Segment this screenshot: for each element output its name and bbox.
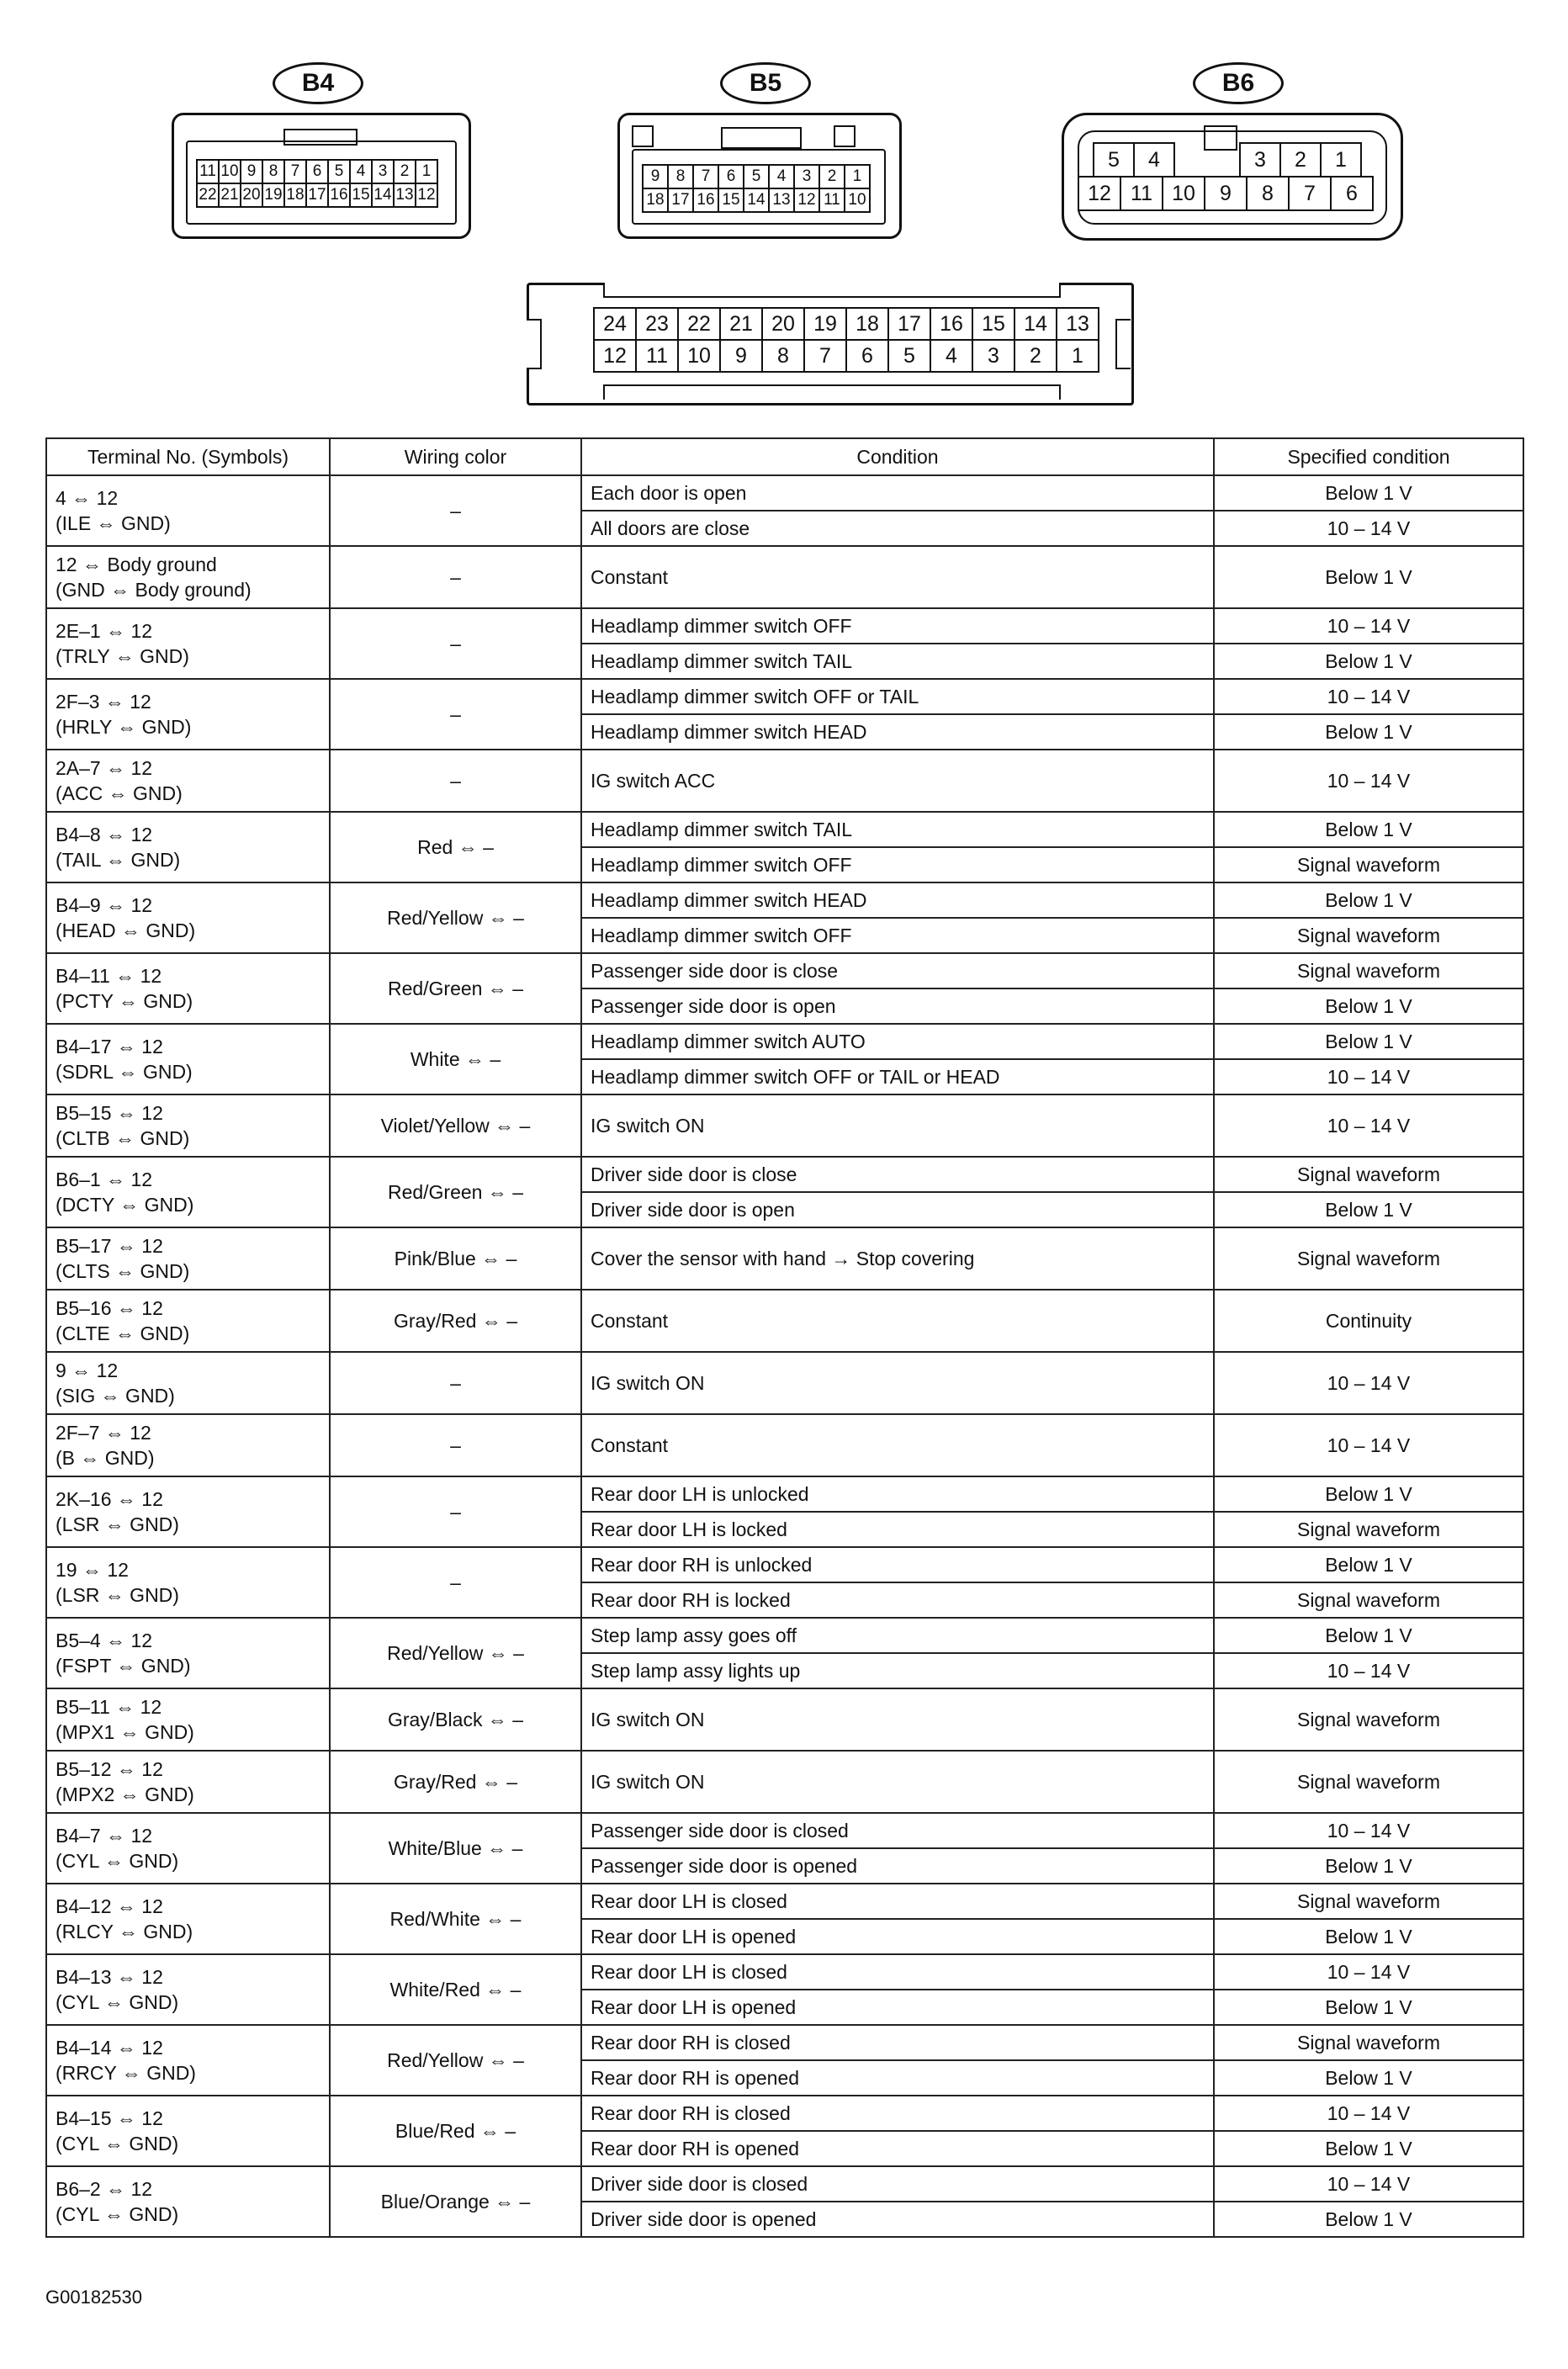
connector-pin: 11 <box>198 161 220 184</box>
connector-pin: 15 <box>973 309 1015 341</box>
condition-cell: Driver side door is opened <box>581 2202 1214 2237</box>
connector-pin: 4 <box>770 166 795 189</box>
terminal-cell: 2F–7 ⇔ 12 (B ⇔ GND) <box>46 1414 330 1476</box>
table-header-row <box>46 438 1523 475</box>
condition-cell: Each door is open <box>581 475 1214 511</box>
specified-condition-cell: 10 – 14 V <box>1214 1414 1523 1476</box>
terminal-cell: B4–15 ⇔ 12 (CYL ⇔ GND) <box>46 2096 330 2166</box>
condition-cell: Step lamp assy goes off <box>581 1618 1214 1653</box>
terminal-cell: 12 ⇔ Body ground (GND ⇔ Body ground) <box>46 546 330 608</box>
specified-condition-cell: 10 – 14 V <box>1214 1352 1523 1414</box>
connector-pin: 11 <box>637 341 679 373</box>
specified-condition-cell: Continuity <box>1214 1290 1523 1352</box>
connector-pin: 13 <box>1057 309 1099 341</box>
connector-b5-key <box>834 125 856 147</box>
specified-condition-cell: 10 – 14 V <box>1214 750 1523 812</box>
specified-condition-cell: Below 1 V <box>1214 546 1523 608</box>
header-terminal: Terminal No. (Symbols) <box>46 438 330 475</box>
terminal-cell: 4 ⇔ 12 (ILE ⇔ GND) <box>46 475 330 546</box>
specified-condition-cell: Below 1 V <box>1214 644 1523 679</box>
specified-condition-cell: 10 – 14 V <box>1214 1813 1523 1848</box>
condition-cell: All doors are close <box>581 511 1214 546</box>
connector-b6-pins-top-right <box>1239 142 1362 178</box>
connector-b6-pins-bottom <box>1078 176 1374 211</box>
connector-pin: 1 <box>1322 144 1362 178</box>
header-wiring-color: Wiring color <box>330 438 581 475</box>
connector-pin: 20 <box>763 309 805 341</box>
condition-cell: Constant <box>581 1414 1214 1476</box>
connector-pin: 1 <box>1057 341 1099 373</box>
connector-pin: 18 <box>644 189 669 213</box>
specified-condition-cell: Below 1 V <box>1214 988 1523 1024</box>
connector-b5-label: B5 <box>720 62 811 104</box>
specified-condition-cell: 10 – 14 V <box>1214 679 1523 714</box>
connector-pin: 8 <box>1248 178 1290 211</box>
terminal-cell: 2E–1 ⇔ 12 (TRLY ⇔ GND) <box>46 608 330 679</box>
specified-condition-cell: Signal waveform <box>1214 2025 1523 2060</box>
connector-pin: 2 <box>395 161 416 184</box>
wiring-color-cell: – <box>330 1547 581 1618</box>
wiring-color-cell: Violet/Yellow ⇔ – <box>330 1094 581 1157</box>
connector-pin: 6 <box>719 166 744 189</box>
condition-cell: IG switch ACC <box>581 750 1214 812</box>
header-specified-condition: Specified condition <box>1214 438 1523 475</box>
connector-b5 <box>617 113 902 239</box>
connector-pin: 3 <box>1241 144 1281 178</box>
table-row <box>46 546 1523 608</box>
specified-condition-cell: 10 – 14 V <box>1214 511 1523 546</box>
table-row <box>46 1751 1523 1813</box>
specified-condition-cell: Below 1 V <box>1214 1024 1523 1059</box>
condition-cell: Rear door RH is closed <box>581 2025 1214 2060</box>
connector-pin: 4 <box>351 161 373 184</box>
specified-condition-cell: Below 1 V <box>1214 1618 1523 1653</box>
connector-pin: 24 <box>595 309 637 341</box>
connector-pin: 6 <box>847 341 889 373</box>
specified-condition-cell: Below 1 V <box>1214 475 1523 511</box>
connector-pin: 14 <box>744 189 770 213</box>
specified-condition-cell: 10 – 14 V <box>1214 1094 1523 1157</box>
wiring-color-cell: Red/Yellow ⇔ – <box>330 2025 581 2096</box>
connector-pin: 22 <box>679 309 721 341</box>
connector-pin: 18 <box>847 309 889 341</box>
wiring-color-cell: Red/Yellow ⇔ – <box>330 882 581 953</box>
connector-b5-latch <box>721 127 802 149</box>
connector-pin: 10 <box>220 161 241 184</box>
condition-cell: Headlamp dimmer switch TAIL <box>581 812 1214 847</box>
connector-pin: 21 <box>220 184 241 208</box>
table-row <box>46 1352 1523 1414</box>
table-row <box>46 1290 1523 1352</box>
specified-condition-cell: Signal waveform <box>1214 953 1523 988</box>
table-row <box>46 1414 1523 1476</box>
connector-pin: 3 <box>373 161 395 184</box>
connector-pin: 2 <box>1015 341 1057 373</box>
condition-cell: Passenger side door is opened <box>581 1848 1214 1884</box>
wiring-color-cell: Blue/Red ⇔ – <box>330 2096 581 2166</box>
connector-pin: 4 <box>1135 144 1175 178</box>
table-row <box>46 953 1523 988</box>
condition-cell: IG switch ON <box>581 1688 1214 1751</box>
wiring-color-cell: – <box>330 608 581 679</box>
specified-condition-cell: Below 1 V <box>1214 812 1523 847</box>
connector-pin: 3 <box>795 166 820 189</box>
condition-cell: Passenger side door is open <box>581 988 1214 1024</box>
connector-pin: 10 <box>1163 178 1205 211</box>
wiring-color-cell: Red/Yellow ⇔ – <box>330 1618 581 1688</box>
connector-pin: 10 <box>845 189 871 213</box>
wiring-color-cell: – <box>330 1414 581 1476</box>
wiring-color-cell: Blue/Orange ⇔ – <box>330 2166 581 2237</box>
condition-cell: Rear door RH is unlocked <box>581 1547 1214 1582</box>
connector-pin: 12 <box>1079 178 1121 211</box>
table-row <box>46 1476 1523 1512</box>
connector-pin: 15 <box>351 184 373 208</box>
condition-cell: Rear door LH is opened <box>581 1990 1214 2025</box>
connector-pin: 22 <box>198 184 220 208</box>
wiring-color-cell: – <box>330 679 581 750</box>
wiring-color-cell: Red/Green ⇔ – <box>330 953 581 1024</box>
connector-pin: 6 <box>1332 178 1374 211</box>
wiring-color-cell: – <box>330 546 581 608</box>
specified-condition-cell: Signal waveform <box>1214 847 1523 882</box>
table-row <box>46 1618 1523 1653</box>
condition-cell: Rear door RH is closed <box>581 2096 1214 2131</box>
connector-pin: 11 <box>820 189 845 213</box>
connector-pin: 17 <box>889 309 931 341</box>
connector-pin: 8 <box>669 166 694 189</box>
condition-cell: Rear door LH is opened <box>581 1919 1214 1954</box>
connector-pin: 3 <box>973 341 1015 373</box>
condition-cell: Passenger side door is closed <box>581 1813 1214 1848</box>
table-row <box>46 1094 1523 1157</box>
terminal-cell: B5–12 ⇔ 12 (MPX2 ⇔ GND) <box>46 1751 330 1813</box>
terminal-cell: B4–13 ⇔ 12 (CYL ⇔ GND) <box>46 1954 330 2025</box>
specified-condition-cell: Below 1 V <box>1214 1919 1523 1954</box>
table-row <box>46 1688 1523 1751</box>
condition-cell: Headlamp dimmer switch OFF <box>581 918 1214 953</box>
condition-cell: Headlamp dimmer switch HEAD <box>581 714 1214 750</box>
junction-connector-ear-left <box>527 319 542 369</box>
terminal-cell: B6–1 ⇔ 12 (DCTY ⇔ GND) <box>46 1157 330 1227</box>
connector-pin: 7 <box>694 166 719 189</box>
terminal-spec-table <box>45 437 1524 2238</box>
specified-condition-cell: 10 – 14 V <box>1214 608 1523 644</box>
specified-condition-cell: Below 1 V <box>1214 714 1523 750</box>
connector-pin: 5 <box>889 341 931 373</box>
condition-cell: Headlamp dimmer switch AUTO <box>581 1024 1214 1059</box>
specified-condition-cell: Below 1 V <box>1214 1476 1523 1512</box>
condition-cell: Cover the sensor with hand → Stop covering <box>581 1227 1214 1290</box>
specified-condition-cell: 10 – 14 V <box>1214 1954 1523 1990</box>
condition-cell: Headlamp dimmer switch OFF <box>581 847 1214 882</box>
connector-pin: 7 <box>285 161 307 184</box>
specified-condition-cell: Below 1 V <box>1214 882 1523 918</box>
specified-condition-cell: Below 1 V <box>1214 1547 1523 1582</box>
wiring-color-cell: Red ⇔ – <box>330 812 581 882</box>
condition-cell: Constant <box>581 546 1214 608</box>
connector-pin: 8 <box>763 341 805 373</box>
condition-cell: Step lamp assy lights up <box>581 1653 1214 1688</box>
table-row <box>46 812 1523 847</box>
junction-connector <box>527 283 1134 405</box>
terminal-cell: B5–16 ⇔ 12 (CLTE ⇔ GND) <box>46 1290 330 1352</box>
connector-b4 <box>172 113 471 239</box>
table-row <box>46 1813 1523 1848</box>
table-row <box>46 679 1523 714</box>
condition-cell: Rear door RH is locked <box>581 1582 1214 1618</box>
connector-pin: 23 <box>637 309 679 341</box>
terminal-cell: B5–4 ⇔ 12 (FSPT ⇔ GND) <box>46 1618 330 1688</box>
table-row <box>46 608 1523 644</box>
wiring-color-cell: Gray/Red ⇔ – <box>330 1751 581 1813</box>
wiring-color-cell: Red/White ⇔ – <box>330 1884 581 1954</box>
connector-b4-label: B4 <box>273 62 363 104</box>
connector-pin: 5 <box>1094 144 1135 178</box>
connector-pin: 19 <box>263 184 285 208</box>
table-row <box>46 750 1523 812</box>
table-row <box>46 1954 1523 1990</box>
table-row <box>46 475 1523 511</box>
connector-pin: 9 <box>241 161 263 184</box>
table-row <box>46 1227 1523 1290</box>
condition-cell: Headlamp dimmer switch OFF or TAIL or HEAD <box>581 1059 1214 1094</box>
condition-cell: Rear door LH is closed <box>581 1884 1214 1919</box>
connector-pin: 13 <box>395 184 416 208</box>
table-row <box>46 1024 1523 1059</box>
connector-pin: 19 <box>805 309 847 341</box>
connector-pin: 11 <box>1121 178 1163 211</box>
specified-condition-cell: Signal waveform <box>1214 1157 1523 1192</box>
specified-condition-cell: Signal waveform <box>1214 1227 1523 1290</box>
connector-pin: 9 <box>644 166 669 189</box>
connector-pin: 2 <box>820 166 845 189</box>
condition-cell: Headlamp dimmer switch OFF or TAIL <box>581 679 1214 714</box>
table-row <box>46 882 1523 918</box>
connector-pin: 13 <box>770 189 795 213</box>
wiring-color-cell: – <box>330 475 581 546</box>
junction-connector-latch-bottom <box>603 384 1061 400</box>
connector-pin: 10 <box>679 341 721 373</box>
wiring-color-cell: Pink/Blue ⇔ – <box>330 1227 581 1290</box>
connector-pin: 16 <box>329 184 351 208</box>
connector-pin: 1 <box>845 166 871 189</box>
connector-b4-pins <box>196 159 438 208</box>
terminal-cell: B4–9 ⇔ 12 (HEAD ⇔ GND) <box>46 882 330 953</box>
connector-pin: 1 <box>416 161 438 184</box>
condition-cell: Rear door LH is unlocked <box>581 1476 1214 1512</box>
connector-pin: 12 <box>795 189 820 213</box>
connector-pin: 17 <box>669 189 694 213</box>
condition-cell: Constant <box>581 1290 1214 1352</box>
connector-pin: 14 <box>1015 309 1057 341</box>
specified-condition-cell: Below 1 V <box>1214 2060 1523 2096</box>
table-row <box>46 1884 1523 1919</box>
wiring-color-cell: Gray/Black ⇔ – <box>330 1688 581 1751</box>
wiring-color-cell: White/Blue ⇔ – <box>330 1813 581 1884</box>
connector-b6 <box>1062 113 1403 241</box>
specified-condition-cell: Below 1 V <box>1214 2131 1523 2166</box>
connector-pin: 9 <box>1205 178 1248 211</box>
specified-condition-cell: Below 1 V <box>1214 1192 1523 1227</box>
wiring-color-cell: – <box>330 1352 581 1414</box>
condition-cell: IG switch ON <box>581 1094 1214 1157</box>
connector-b6-label: B6 <box>1193 62 1284 104</box>
specified-condition-cell: Below 1 V <box>1214 1848 1523 1884</box>
junction-connector-ear-right <box>1115 319 1131 369</box>
wiring-color-cell: White ⇔ – <box>330 1024 581 1094</box>
condition-cell: Rear door LH is closed <box>581 1954 1214 1990</box>
table-row <box>46 1157 1523 1192</box>
specified-condition-cell: 10 – 14 V <box>1214 2166 1523 2202</box>
condition-cell: Passenger side door is close <box>581 953 1214 988</box>
connector-pin: 12 <box>595 341 637 373</box>
connector-pin: 18 <box>285 184 307 208</box>
specified-condition-cell: Signal waveform <box>1214 1884 1523 1919</box>
header-condition: Condition <box>581 438 1214 475</box>
condition-cell: Driver side door is closed <box>581 2166 1214 2202</box>
condition-cell: IG switch ON <box>581 1352 1214 1414</box>
junction-connector-pins <box>593 307 1099 373</box>
condition-cell: IG switch ON <box>581 1751 1214 1813</box>
connector-pin: 12 <box>416 184 438 208</box>
connector-pin: 4 <box>931 341 973 373</box>
terminal-cell: B4–14 ⇔ 12 (RRCY ⇔ GND) <box>46 2025 330 2096</box>
specified-condition-cell: 10 – 14 V <box>1214 1653 1523 1688</box>
connector-pin: 20 <box>241 184 263 208</box>
connector-b5-key <box>632 125 654 147</box>
connector-pin: 9 <box>721 341 763 373</box>
terminal-cell: B5–17 ⇔ 12 (CLTS ⇔ GND) <box>46 1227 330 1290</box>
connector-pin: 14 <box>373 184 395 208</box>
terminal-cell: B5–11 ⇔ 12 (MPX1 ⇔ GND) <box>46 1688 330 1751</box>
condition-cell: Driver side door is close <box>581 1157 1214 1192</box>
terminal-cell: B4–12 ⇔ 12 (RLCY ⇔ GND) <box>46 1884 330 1954</box>
condition-cell: Headlamp dimmer switch OFF <box>581 608 1214 644</box>
connector-pin: 15 <box>719 189 744 213</box>
specified-condition-cell: 10 – 14 V <box>1214 2096 1523 2131</box>
specified-condition-cell: Signal waveform <box>1214 1751 1523 1813</box>
connector-pin: 8 <box>263 161 285 184</box>
condition-cell: Rear door LH is locked <box>581 1512 1214 1547</box>
connector-pin: 2 <box>1281 144 1322 178</box>
terminal-cell: B4–7 ⇔ 12 (CYL ⇔ GND) <box>46 1813 330 1884</box>
condition-cell: Headlamp dimmer switch TAIL <box>581 644 1214 679</box>
specified-condition-cell: Signal waveform <box>1214 918 1523 953</box>
terminal-cell: 19 ⇔ 12 (LSR ⇔ GND) <box>46 1547 330 1618</box>
table-row <box>46 2166 1523 2202</box>
connector-pin: 7 <box>1290 178 1332 211</box>
wiring-color-cell: – <box>330 1476 581 1547</box>
connector-pin: 17 <box>307 184 329 208</box>
specified-condition-cell: Signal waveform <box>1214 1582 1523 1618</box>
table-row <box>46 2025 1523 2060</box>
wiring-color-cell: White/Red ⇔ – <box>330 1954 581 2025</box>
specified-condition-cell: Signal waveform <box>1214 1512 1523 1547</box>
wiring-color-cell: – <box>330 750 581 812</box>
terminal-cell: B6–2 ⇔ 12 (CYL ⇔ GND) <box>46 2166 330 2237</box>
connector-pin: 5 <box>744 166 770 189</box>
table-row <box>46 2096 1523 2131</box>
terminal-cell: 2K–16 ⇔ 12 (LSR ⇔ GND) <box>46 1476 330 1547</box>
terminal-cell: 9 ⇔ 12 (SIG ⇔ GND) <box>46 1352 330 1414</box>
connector-b5-pins <box>642 164 871 213</box>
connector-pin: 21 <box>721 309 763 341</box>
terminal-cell: B4–11 ⇔ 12 (PCTY ⇔ GND) <box>46 953 330 1024</box>
terminal-cell: B4–8 ⇔ 12 (TAIL ⇔ GND) <box>46 812 330 882</box>
connector-pin: 16 <box>694 189 719 213</box>
terminal-cell: 2A–7 ⇔ 12 (ACC ⇔ GND) <box>46 750 330 812</box>
wiring-color-cell: Gray/Red ⇔ – <box>330 1290 581 1352</box>
condition-cell: Rear door RH is opened <box>581 2060 1214 2096</box>
specified-condition-cell: Below 1 V <box>1214 1990 1523 2025</box>
specified-condition-cell: 10 – 14 V <box>1214 1059 1523 1094</box>
figure-id: G00182530 <box>45 2287 142 2308</box>
table-row <box>46 1547 1523 1582</box>
terminal-cell: B4–17 ⇔ 12 (SDRL ⇔ GND) <box>46 1024 330 1094</box>
wiring-color-cell: Red/Green ⇔ – <box>330 1157 581 1227</box>
condition-cell: Driver side door is open <box>581 1192 1214 1227</box>
condition-cell: Rear door RH is opened <box>581 2131 1214 2166</box>
specified-condition-cell: Signal waveform <box>1214 1688 1523 1751</box>
connector-pin: 7 <box>805 341 847 373</box>
connector-b6-pins-top-left <box>1093 142 1175 178</box>
terminal-cell: B5–15 ⇔ 12 (CLTB ⇔ GND) <box>46 1094 330 1157</box>
connector-pin: 6 <box>307 161 329 184</box>
connector-pin: 16 <box>931 309 973 341</box>
junction-connector-latch-top <box>603 283 1061 298</box>
condition-cell: Headlamp dimmer switch HEAD <box>581 882 1214 918</box>
terminal-cell: 2F–3 ⇔ 12 (HRLY ⇔ GND) <box>46 679 330 750</box>
specified-condition-cell: Below 1 V <box>1214 2202 1523 2237</box>
connector-pin: 5 <box>329 161 351 184</box>
